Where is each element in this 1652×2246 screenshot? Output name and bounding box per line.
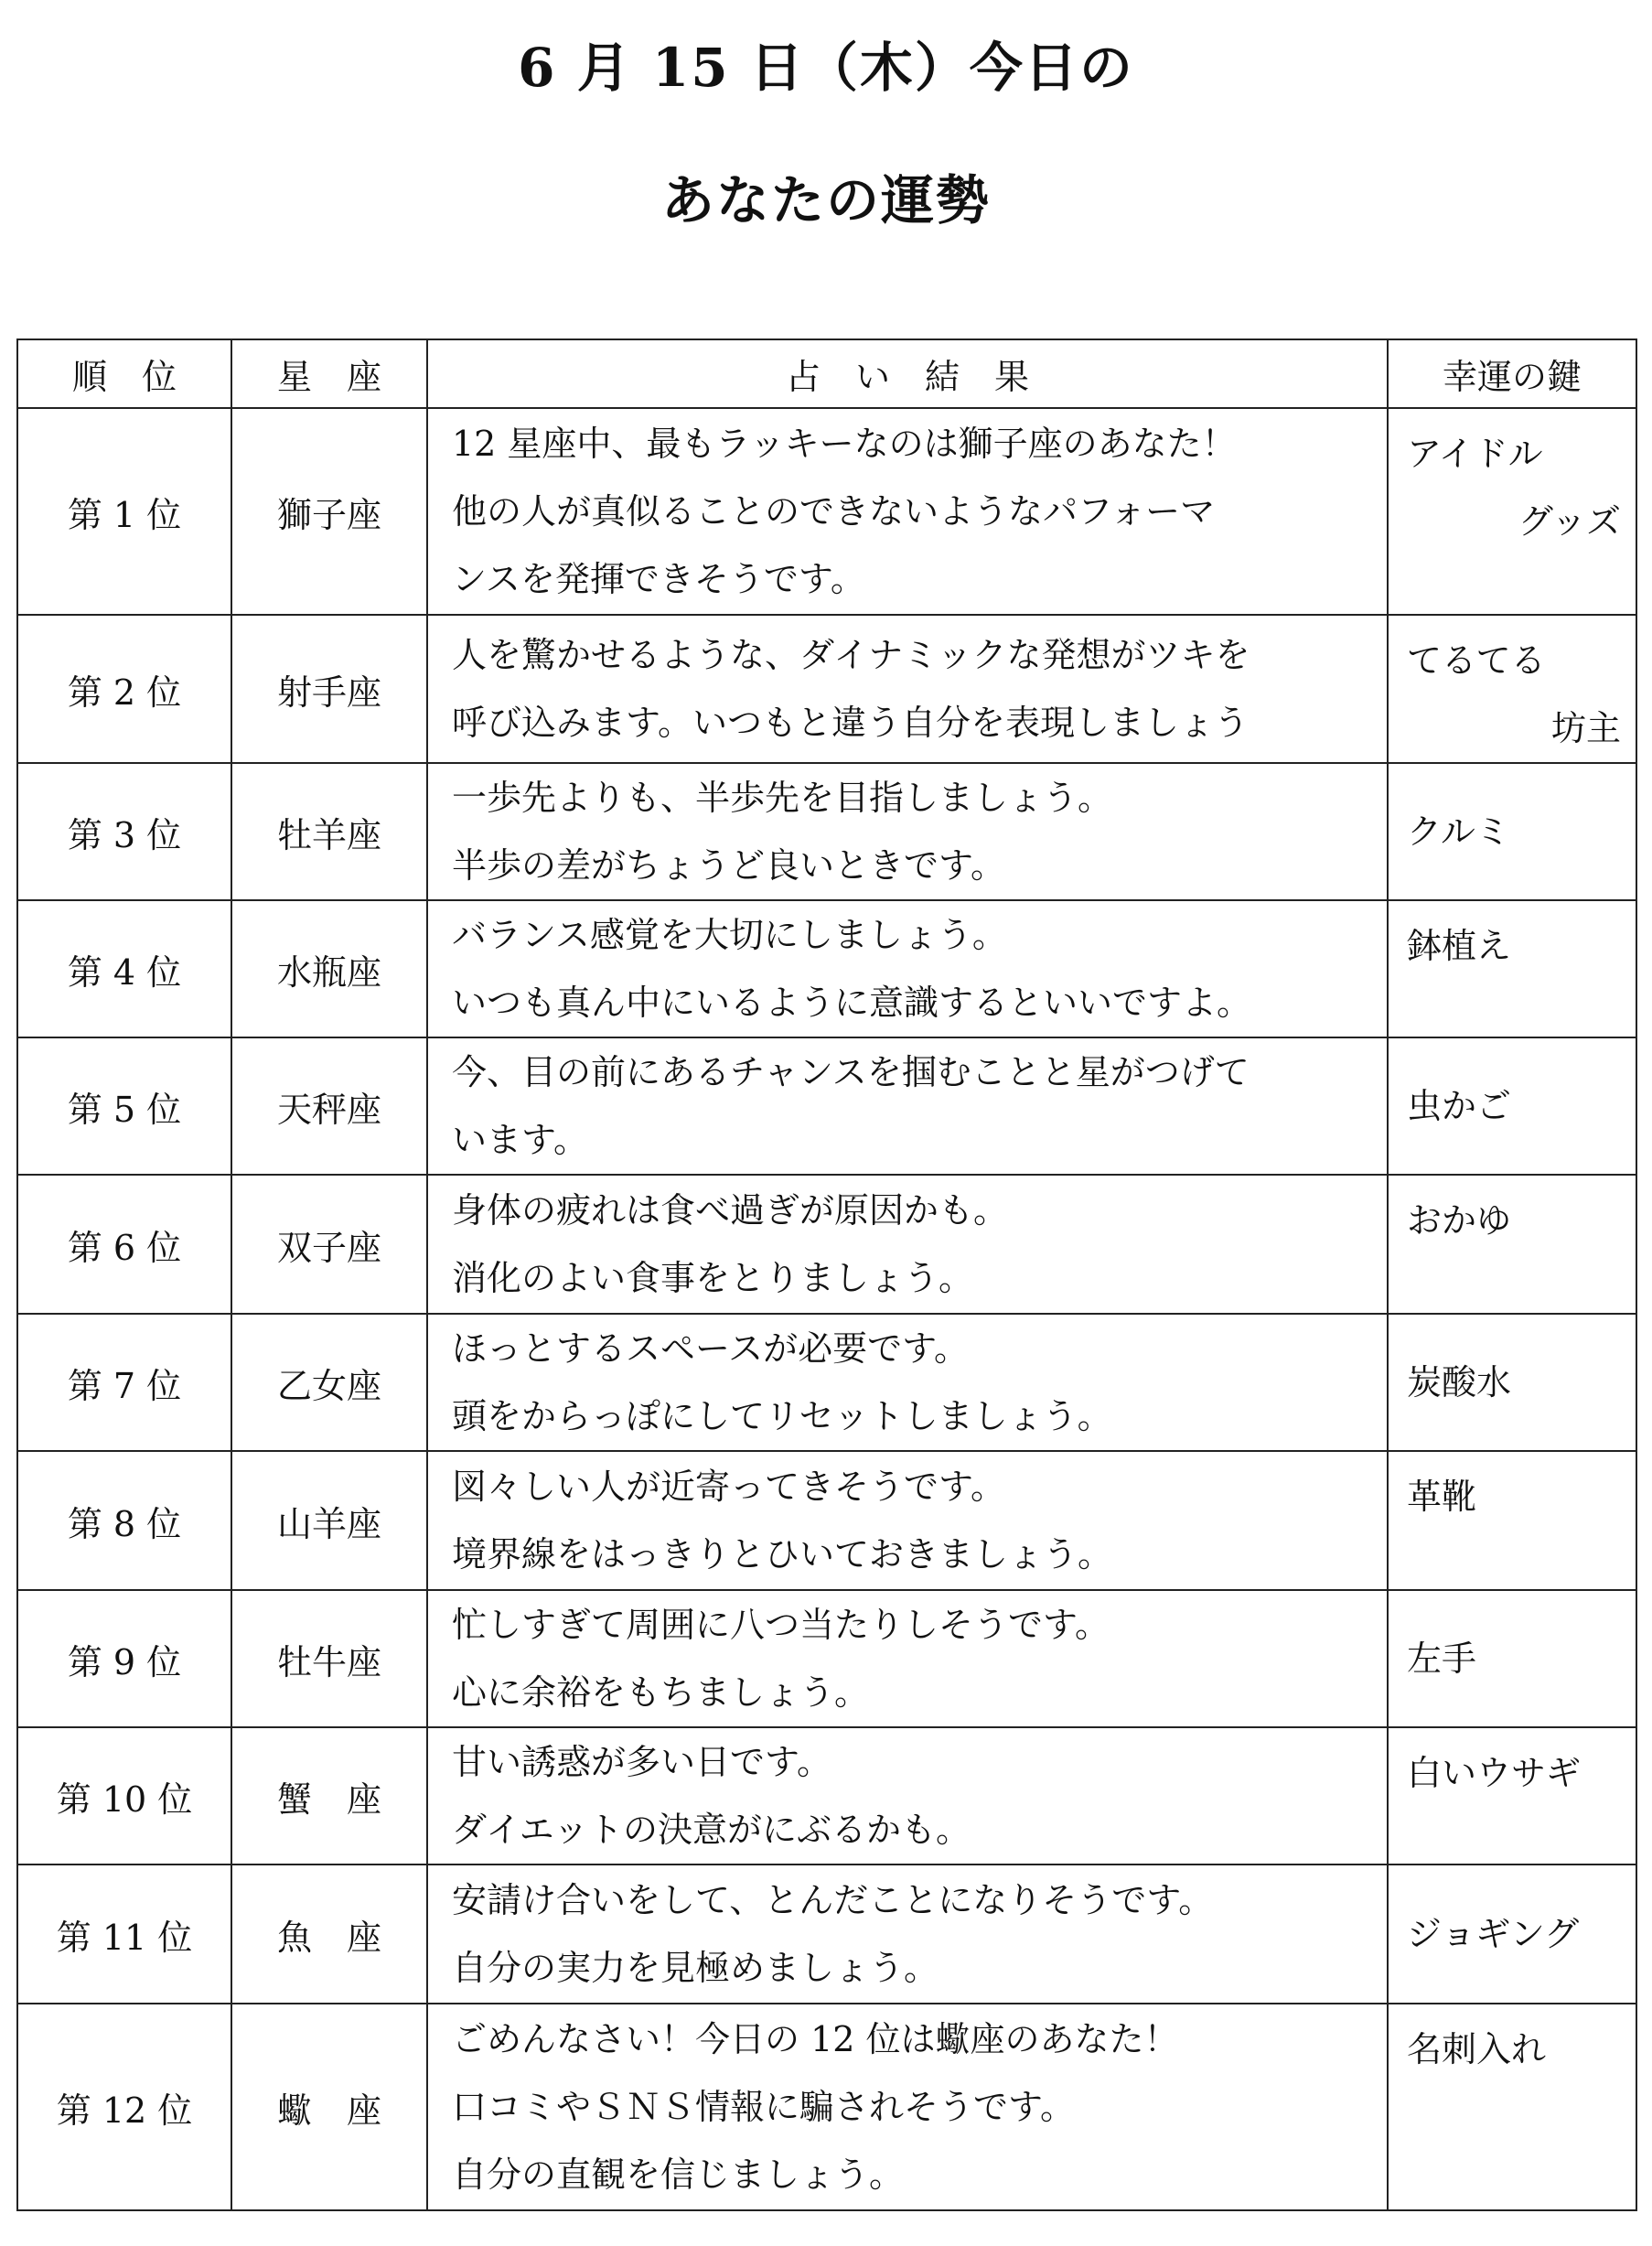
result-line: ンスを発揮できそうです。 xyxy=(452,559,865,599)
table-row xyxy=(17,2004,1636,2210)
result-line: 自分の実力を見極めましょう。 xyxy=(452,1948,939,1988)
header-rank: 順 位 xyxy=(17,339,231,408)
rank-cell: 第 5 位 xyxy=(17,1037,231,1175)
result-line: 呼び込みます。いつもと違う自分を表現しましょう xyxy=(452,703,1249,743)
result-cell xyxy=(427,1451,1388,1590)
lucky-key-cell xyxy=(1388,1037,1636,1175)
result-cell xyxy=(427,615,1388,763)
result-line: 頭をからっぽにしてリセットしましょう。 xyxy=(452,1396,1112,1436)
lucky-key-text: アイドル xyxy=(1407,434,1543,474)
result-cell xyxy=(427,763,1388,900)
header-key: 幸運の鍵 xyxy=(1388,339,1636,408)
rank-cell: 第 2 位 xyxy=(17,615,231,763)
rank-cell: 第 9 位 xyxy=(17,1590,231,1727)
lucky-key-cell xyxy=(1388,615,1636,763)
sign-cell: 射手座 xyxy=(231,615,427,763)
sign-cell: 天秤座 xyxy=(231,1037,427,1175)
result-cell xyxy=(427,1727,1388,1865)
result-line: バランス感覚を大切にしましょう。 xyxy=(452,915,1007,955)
lucky-key-cell xyxy=(1388,1314,1636,1451)
result-cell xyxy=(427,1590,1388,1727)
sign-cell: 乙女座 xyxy=(231,1314,427,1451)
result-line: 忙しすぎて周囲に八つ当たりしそうです。 xyxy=(452,1605,1110,1645)
table-row xyxy=(17,1314,1636,1451)
result-cell xyxy=(427,1865,1388,2004)
lucky-key-text: 炭酸水 xyxy=(1407,1362,1512,1402)
result-cell xyxy=(427,1037,1388,1175)
lucky-key-text: グッズ xyxy=(1518,501,1621,542)
lucky-key-text: おかゆ xyxy=(1407,1200,1512,1241)
sign-cell: 双子座 xyxy=(231,1175,427,1314)
rank-cell: 第 4 位 xyxy=(17,900,231,1037)
sign-cell: 蠍 座 xyxy=(231,2004,427,2210)
result-line: 身体の疲れは食べ過ぎが原因かも。 xyxy=(452,1190,1009,1230)
lucky-key-text: 鉢植え xyxy=(1407,926,1512,966)
rank-cell: 第 7 位 xyxy=(17,1314,231,1451)
result-line: 甘い誘惑が多い日です。 xyxy=(452,1742,831,1782)
table-row xyxy=(17,1865,1636,2004)
sign-cell: 牡牛座 xyxy=(231,1590,427,1727)
lucky-key-text: 名刺入れ xyxy=(1407,2029,1547,2069)
result-cell xyxy=(427,900,1388,1037)
table-row xyxy=(17,1175,1636,1314)
table-row xyxy=(17,1451,1636,1590)
result-line: 一歩先よりも、半歩先を目指しましょう。 xyxy=(452,778,1113,818)
result-line: 安請け合いをして、とんだことになりそうです。 xyxy=(452,1880,1214,1920)
rank-cell: 第 10 位 xyxy=(17,1727,231,1865)
table-row xyxy=(17,1037,1636,1175)
fortune-table xyxy=(16,339,1637,2211)
header-sign: 星 座 xyxy=(231,339,427,408)
lucky-key-text: てるてる xyxy=(1407,640,1546,681)
result-line: 境界線をはっきりとひいておきましょう。 xyxy=(452,1534,1113,1574)
lucky-key-text: 白いウサギ xyxy=(1407,1753,1582,1793)
lucky-key-cell xyxy=(1388,1175,1636,1314)
result-line: いつも真ん中にいるように意識するといいですよ。 xyxy=(452,983,1252,1023)
rank-cell: 第 6 位 xyxy=(17,1175,231,1314)
page-title-date: 6 月 15 日（木）今日の xyxy=(518,37,1134,99)
table-header-row xyxy=(17,339,1636,408)
lucky-key-cell xyxy=(1388,763,1636,900)
sign-cell: 山羊座 xyxy=(231,1451,427,1590)
result-line: 12 星座中、最もラッキーなのは獅子座のあなた！ xyxy=(452,424,1237,464)
sign-cell: 魚 座 xyxy=(231,1865,427,2004)
table-row xyxy=(17,1590,1636,1727)
lucky-key-text: 坊主 xyxy=(1550,708,1621,748)
sign-cell: 獅子座 xyxy=(231,408,427,615)
table-row xyxy=(17,900,1636,1037)
result-cell xyxy=(427,1175,1388,1314)
lucky-key-text: 左手 xyxy=(1407,1639,1477,1679)
header-result: 占 い 結 果 xyxy=(427,339,1388,408)
rank-cell: 第 8 位 xyxy=(17,1451,231,1590)
result-line: 心に余裕をもちましょう。 xyxy=(452,1672,870,1713)
sign-cell: 水瓶座 xyxy=(231,900,427,1037)
result-line: 人を驚かせるような、ダイナミックな発想がツキを xyxy=(452,635,1250,675)
sign-cell: 蟹 座 xyxy=(231,1727,427,1865)
result-line: 消化のよい食事をとりましょう。 xyxy=(452,1258,974,1298)
result-line: 図々しい人が近寄ってきそうです。 xyxy=(452,1467,1005,1507)
result-line: 自分の直観を信じましょう。 xyxy=(452,2155,905,2195)
result-line: ダイエットの決意がにぶるかも。 xyxy=(452,1810,971,1850)
table-row xyxy=(17,615,1636,763)
result-line: ごめんなさい！今日の 12 位は蠍座のあなた！ xyxy=(452,2019,1179,2059)
result-cell xyxy=(427,408,1388,615)
table-row xyxy=(17,408,1636,615)
lucky-key-cell xyxy=(1388,2004,1636,2210)
sign-cell: 牡羊座 xyxy=(231,763,427,900)
result-line: 今、目の前にあるチャンスを掴むことと星がつげて xyxy=(452,1052,1250,1092)
lucky-key-cell xyxy=(1388,1865,1636,2004)
rank-cell: 第 11 位 xyxy=(17,1865,231,2004)
result-line: 口コミやＳＮＳ情報に騙されそうです。 xyxy=(452,2087,1075,2127)
rank-cell: 第 1 位 xyxy=(17,408,231,615)
result-cell xyxy=(427,1314,1388,1451)
result-line: います。 xyxy=(452,1120,588,1160)
rank-cell: 第 3 位 xyxy=(17,763,231,900)
table-row xyxy=(17,1727,1636,1865)
lucky-key-cell xyxy=(1388,408,1636,615)
lucky-key-cell xyxy=(1388,1590,1636,1727)
result-line: ほっとするスペースが必要です。 xyxy=(452,1328,970,1369)
table-row xyxy=(17,763,1636,900)
lucky-key-cell xyxy=(1388,1451,1636,1590)
lucky-key-cell xyxy=(1388,1727,1636,1865)
result-line: 他の人が真似ることのできないようなパフォーマ xyxy=(452,491,1216,532)
lucky-key-text: クルミ xyxy=(1407,811,1510,852)
lucky-key-text: 虫かご xyxy=(1407,1086,1512,1126)
rank-cell: 第 12 位 xyxy=(17,2004,231,2210)
result-cell xyxy=(427,2004,1388,2210)
result-line: 半歩の差がちょうど良いときです。 xyxy=(452,845,1005,886)
lucky-key-cell xyxy=(1388,900,1636,1037)
lucky-key-text: ジョギング xyxy=(1407,1914,1580,1954)
lucky-key-text: 革靴 xyxy=(1407,1477,1477,1517)
page-title: あなたの運勢 xyxy=(660,169,991,231)
